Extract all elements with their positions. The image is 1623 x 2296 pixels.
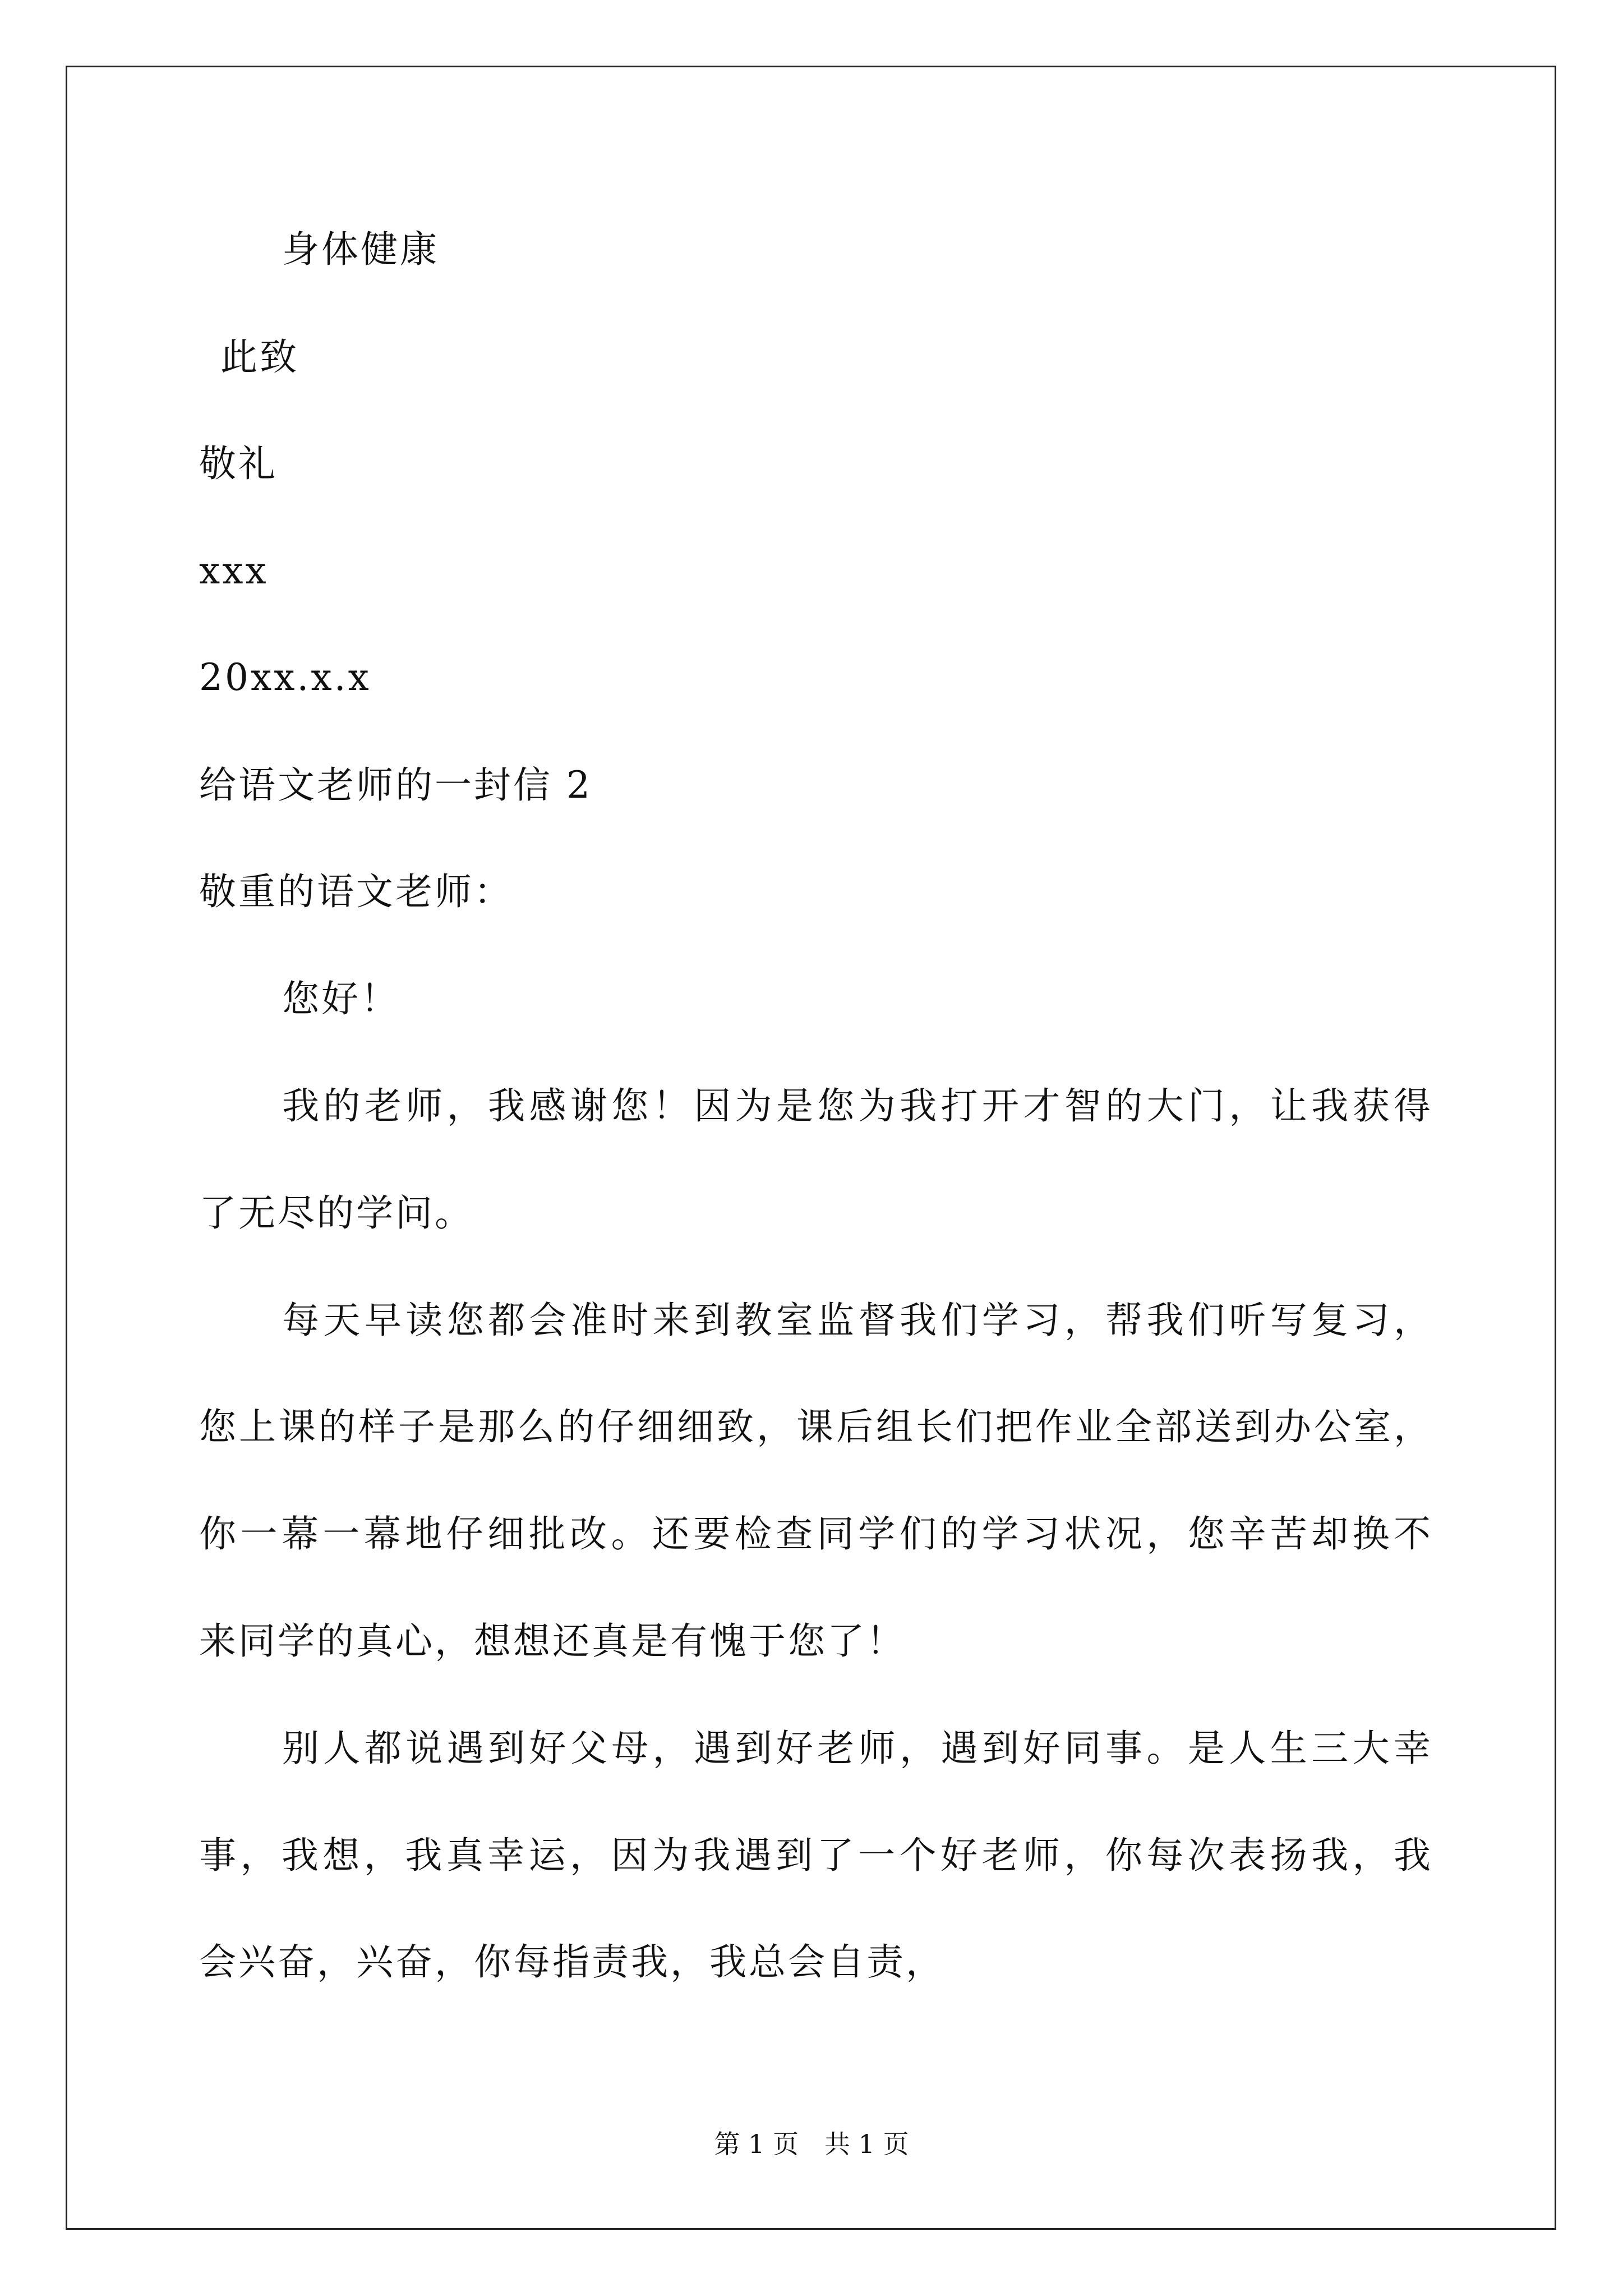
page-frame <box>66 66 1556 2230</box>
paragraph-line: 别人都说遇到好父母，遇到好老师，遇到好同事。是人生三大幸 <box>282 1727 1433 1770</box>
letter-title: 给语文老师的一封信 2 <box>199 763 592 807</box>
paragraph-line: 我的老师，我感谢您！因为是您为我打开才智的大门，让我获得 <box>282 1084 1433 1128</box>
closing-wish: 身体健康 <box>282 228 439 271</box>
closing-salutation: 此致 <box>220 335 299 379</box>
paragraph-line: 来同学的真心，想想还真是有愧于您了！ <box>199 1619 906 1663</box>
signature-name: xxx <box>199 549 269 592</box>
signature-date: 20xx.x.x <box>199 656 371 699</box>
paragraph-line: 每天早读您都会准时来到教室监督我们学习，帮我们听写复习， <box>282 1299 1433 1342</box>
letter-greeting: 敬重的语文老师： <box>199 870 513 913</box>
closing-respect: 敬礼 <box>199 442 278 485</box>
page-footer: 第 1 页 共 1 页 <box>714 2129 909 2159</box>
paragraph-line: 会兴奋，兴奋，你每指责我，我总会自责， <box>199 1940 945 1984</box>
letter-hello: 您好！ <box>282 977 400 1020</box>
paragraph-line: 事，我想，我真幸运，因为我遇到了一个好老师，你每次表扬我，我 <box>199 1834 1433 1877</box>
paragraph-line: 了无尽的学问。 <box>199 1191 474 1235</box>
paragraph-line: 你一幕一幕地仔细批改。还要检查同学们的学习状况，您辛苦却换不 <box>199 1512 1433 1556</box>
paragraph-line: 您上课的样子是那么的仔细细致，课后组长们把作业全部送到办公室， <box>199 1405 1433 1448</box>
